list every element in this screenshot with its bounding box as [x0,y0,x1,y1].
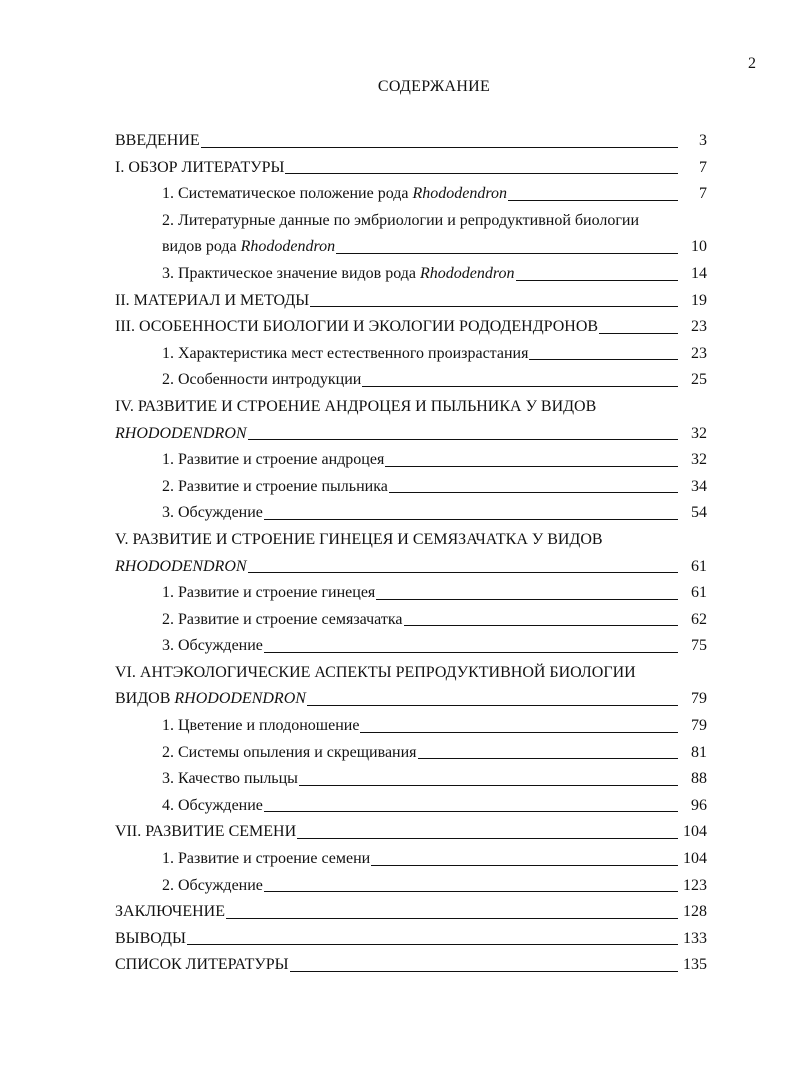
toc-entry-title [162,212,639,229]
leader-line [187,944,678,945]
toc-entry-text: 3. Обсуждение [162,637,263,655]
toc-entry [115,873,707,900]
toc-entry-title [115,664,636,681]
toc-entry-page: 128 [683,903,707,921]
toc-entry-text: ВИДОВ [115,690,175,708]
toc-entry-text: 3. Практическое значение видов рода [162,264,420,282]
toc-entry-title [162,633,263,660]
leader-line [290,971,678,972]
toc-entry-text: 1. Характеристика мест естественного произрастания [162,344,529,362]
toc-entry-text: 4. Обсуждение [162,796,263,814]
leader-line [201,147,678,148]
toc-entry-page: 19 [691,291,707,309]
toc-entry-title [115,314,598,341]
toc-entry-text: II. МАТЕРИАЛ И МЕТОДЫ [115,291,310,309]
toc-entry [115,314,707,341]
toc-entry [115,261,707,288]
leader-line [508,200,678,201]
toc-entry-text: VI. АНТЭКОЛОГИЧЕСКИЕ АСПЕКТЫ РЕПРОДУКТИВНОЙ БИОЛОГИИ [115,663,636,681]
toc-entry-title [162,341,528,368]
toc-entry-title [115,128,200,155]
toc-entry-title [162,261,515,288]
toc-entry-page: 135 [683,956,707,974]
toc-entry-title [162,740,417,767]
page-number: 2 [748,55,756,72]
toc-entry-title [162,234,335,261]
toc-entry-title [115,899,225,926]
toc-entry-taxon: RHODODENDRON [115,557,247,575]
leader-line [226,918,678,919]
toc-entry-title [162,181,507,208]
leader-line [248,439,678,440]
toc-entry [115,580,707,607]
leader-line [285,173,678,174]
leader-line [336,253,678,254]
toc-entry-text: ЗАКЛЮЧЕНИЕ [115,903,225,921]
leader-line [362,386,678,387]
toc-entry-page: 79 [691,717,707,735]
toc-entry-page: 75 [691,637,707,655]
leader-line [404,625,679,626]
toc-entry-taxon: Rhododendron [420,264,515,282]
toc-entry-text: I. ОБЗОР ЛИТЕРАТУРЫ [115,158,285,176]
leader-line [307,705,678,706]
leader-line [418,758,678,759]
toc-entry-text: 1. Развитие и строение семени [162,850,371,868]
leader-line [376,599,678,600]
toc-entry-page: 14 [691,264,707,282]
toc-entry [115,686,707,713]
leader-line [248,572,678,573]
toc-entry-text: ВЫВОДЫ [115,929,186,947]
toc-entry [115,208,707,235]
table-of-contents [115,128,707,979]
toc-entry-text: 3. Качество пыльцы [162,770,298,788]
toc-entry [115,740,707,767]
toc-entry [115,793,707,820]
toc-entry-title [115,288,309,315]
toc-entry [115,155,707,182]
toc-entry [115,527,707,554]
toc-entry-text: 2. Литературные данные по эмбриологии и репродуктивной биологии [162,211,640,229]
toc-entry-title [115,531,603,548]
toc-entry [115,500,707,527]
leader-line [385,466,678,467]
toc-entry-title [162,447,384,474]
toc-entry-text: V. РАЗВИТИЕ И СТРОЕНИЕ ГИНЕЦЕЯ И СЕМЯЗАЧАТКА У ВИДОВ [115,530,603,548]
toc-entry [115,288,707,315]
toc-entry-text: 1. Развитие и строение андроцея [162,451,385,469]
toc-entry-title [162,793,263,820]
leader-line [599,333,678,334]
toc-entry [115,447,707,474]
toc-entry-taxon: RHODODENDRON [115,424,247,442]
toc-entry-text: 1. Развитие и строение гинецея [162,584,376,602]
toc-entry-title [162,500,263,527]
toc-entry-title [162,367,361,394]
toc-entry-page: 7 [699,158,707,176]
toc-entry-text: ВВЕДЕНИЕ [115,132,200,149]
toc-entry-title [115,421,247,448]
toc-entry [115,766,707,793]
toc-entry-page: 133 [683,929,707,947]
toc-entry-text: 2. Особенности интродукции [162,371,362,389]
toc-entry-page: 61 [691,557,707,575]
toc-entry-text: видов рода [162,238,241,256]
toc-entry-page: 32 [691,424,707,442]
toc-entry [115,341,707,368]
toc-entry-text: III. ОСОБЕННОСТИ БИОЛОГИИ И ЭКОЛОГИИ РОДОДЕНДРОНОВ [115,318,599,336]
toc-entry [115,713,707,740]
leader-line [264,811,678,812]
leader-line [389,492,678,493]
toc-entry-title [115,686,306,713]
toc-entry-page: 96 [691,796,707,814]
toc-entry-page: 79 [691,690,707,708]
toc-entry-title [162,713,359,740]
leader-line [371,865,678,866]
toc-entry-taxon: RHODODENDRON [174,690,306,708]
toc-entry-page: 7 [699,185,707,203]
toc-entry-page: 32 [691,451,707,469]
toc-entry [115,899,707,926]
toc-entry-text: 2. Обсуждение [162,876,263,894]
toc-entry-taxon: Rhododendron [412,185,507,203]
toc-entry-text: 2. Системы опыления и скрещивания [162,743,417,761]
leader-line [297,838,678,839]
toc-entry-text: 2. Развитие и строение семязачатка [162,610,403,628]
toc-entry-page: 10 [691,238,707,256]
leader-line [264,519,678,520]
toc-entry [115,421,707,448]
toc-entry-title [162,474,388,501]
toc-entry [115,633,707,660]
leader-line [310,306,678,307]
leader-line [264,891,678,892]
toc-entry [115,607,707,634]
toc-entry-title [115,398,596,415]
toc-entry-title [162,846,370,873]
toc-entry-text: VII. РАЗВИТИЕ СЕМЕНИ [115,823,297,841]
toc-entry-taxon: Rhododendron [240,238,336,256]
toc-entry-page: 3 [699,132,707,149]
toc-entry-title [162,607,403,634]
toc-entry [115,819,707,846]
leader-line [360,732,678,733]
toc-entry-page: 54 [691,504,707,522]
toc-entry [115,846,707,873]
toc-entry-page: 23 [691,344,707,362]
toc-entry-title [162,580,375,607]
toc-entry-page: 81 [691,743,707,761]
toc-entry-title [162,766,298,793]
page-title: СОДЕРЖАНИЕ [377,78,491,95]
toc-entry [115,660,707,687]
toc-entry-page: 104 [683,850,707,868]
toc-entry-page: 88 [691,770,707,788]
toc-entry [115,181,707,208]
toc-entry-page: 34 [691,477,707,495]
toc-entry-page: 62 [691,610,707,628]
toc-entry [115,474,707,501]
leader-line [516,280,678,281]
toc-entry [115,128,707,155]
toc-entry-page: 61 [691,584,707,602]
toc-entry-text: 1. Систематическое положение рода [162,185,413,203]
toc-entry-text: 1. Цветение и плодоношение [162,717,360,735]
toc-entry-text: СПИСОК ЛИТЕРАТУРЫ [115,956,289,974]
toc-entry-page: 104 [683,823,707,841]
toc-entry [115,394,707,421]
leader-line [264,652,678,653]
toc-entry-title [115,819,296,846]
toc-entry-text: 3. Обсуждение [162,504,263,522]
toc-entry [115,367,707,394]
toc-entry-page: 23 [691,318,707,336]
toc-entry-title [115,554,247,581]
leader-line [299,785,678,786]
toc-entry-title [115,952,289,979]
toc-entry [115,952,707,979]
toc-entry-text: IV. РАЗВИТИЕ И СТРОЕНИЕ АНДРОЦЕЯ И ПЫЛЬНИКА У ВИДОВ [115,397,597,415]
toc-entry-title [115,926,186,953]
toc-entry [115,926,707,953]
toc-entry-title [162,873,263,900]
toc-entry-page: 25 [691,371,707,389]
toc-entry-page: 123 [683,876,707,894]
toc-entry-title [115,155,284,182]
leader-line [529,359,678,360]
toc-entry-text: 2. Развитие и строение пыльника [162,477,388,495]
toc-entry [115,554,707,581]
toc-entry [115,234,707,261]
